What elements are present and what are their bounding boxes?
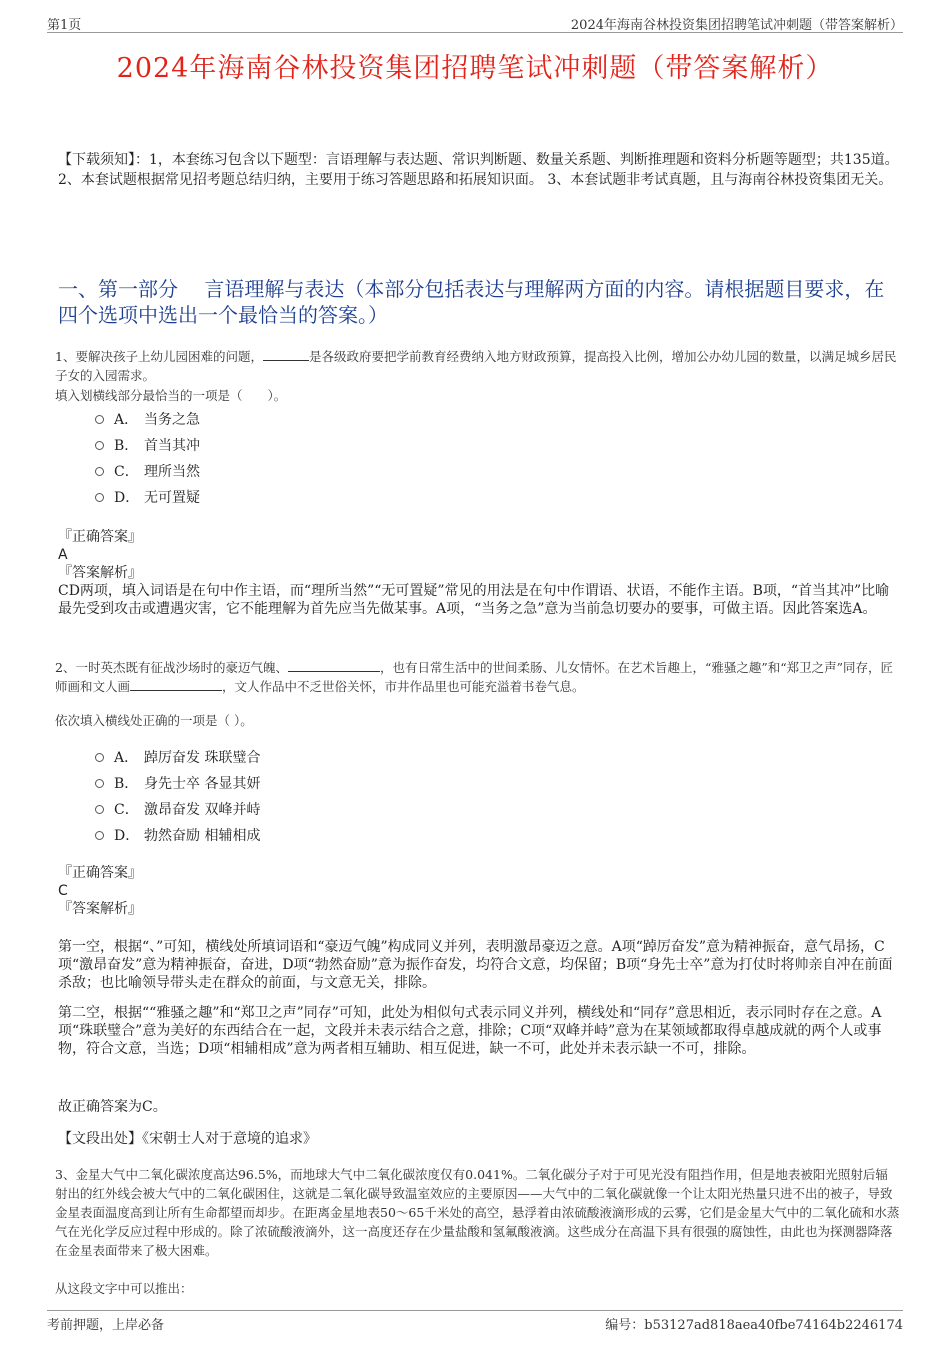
q2-analysis-conclusion: 故正确答案为C。	[58, 1099, 167, 1115]
question-2-options	[95, 744, 260, 848]
answer-label: 『正确答案』	[58, 529, 142, 545]
radio-icon[interactable]	[95, 805, 104, 814]
q1-stem-a: 1、要解决孩子上幼儿园困难的问题，	[55, 349, 263, 364]
q2-option-d[interactable]	[95, 822, 260, 848]
question-1-stem	[55, 347, 900, 385]
radio-icon[interactable]	[95, 415, 104, 424]
header-doc-title: 2024年海南谷林投资集团招聘笔试冲刺题（带答案解析）	[570, 18, 903, 33]
radio-icon[interactable]	[95, 467, 104, 476]
answer-label: 『正确答案』	[58, 865, 142, 881]
radio-icon[interactable]	[95, 493, 104, 502]
question-3-prompt: 从这段文字中可以推出：	[55, 1281, 193, 1296]
option-letter: A．	[114, 412, 139, 428]
radio-icon[interactable]	[95, 779, 104, 788]
analysis-label: 『答案解析』	[58, 901, 142, 917]
q1-blank	[263, 348, 309, 361]
q1-option-d[interactable]	[95, 484, 200, 510]
option-letter: B．	[114, 438, 139, 454]
analysis-text: CD两项，填入词语是在句中作主语，而“理所当然”“无可置疑”常见的用法是在句中作谓语、状语，不能作主语。B项，“首当其冲”比喻最先受到攻击或遭遇灾害，它不能理解为首先应当先做某事。A项，“当务之急”意为当前急切要办的要事，可做主语。因此答案选A。	[58, 583, 890, 617]
option-text: 身先士卒 各显其妍	[144, 776, 261, 792]
footer-slogan: 考前押题，上岸必备	[47, 1318, 165, 1333]
option-letter: B．	[114, 776, 139, 792]
question-2-prompt: 依次填入横线处正确的一项是（ ）。	[55, 713, 253, 728]
analysis-label: 『答案解析』	[58, 565, 142, 581]
footer-doc-id: 编号：b53127ad818aea40fbe74164b2246174	[605, 1318, 903, 1333]
question-1-options	[95, 406, 200, 510]
option-letter: C．	[114, 464, 139, 480]
q2-option-a[interactable]	[95, 744, 260, 770]
page-title: 2024年海南谷林投资集团招聘笔试冲刺题（带答案解析）	[116, 53, 834, 84]
q1-stem-b: 是各级政府要把学前教育经费纳入地方财政预算，提高投入比例，增加公办幼儿园的数量，以满足城乡居民子女的入园需求。	[55, 349, 897, 383]
question-3-stem: 3、金星大气中二氧化碳浓度高达96.5%，而地球大气中二氧化碳浓度仅有0.041%。二氧化碳分子对于可见光没有阻挡作用，但是地表被阳光照射后辐射出的红外线会被大气中的二氧化碳困住，这就是二氧化碳导致温室效应的主要原因——大气中的二氧化碳就像一个让太阳光热量只进不出的被子，导致金星表面温度高到让所有生命都望而却步。在距离金星地表50～65千米处的高空，悬浮着由浓硫酸液滴形成的云雾，它们是金星大气中的二氧化硫和水蒸气在光化学反应过程中形成的。除了浓硫酸液滴外，这一高度还存在少量盐酸和氢氟酸液滴。这些成分在高温下具有很强的腐蚀性，由此也为探测器降落在金星表面带来了极大困难。	[55, 1167, 900, 1258]
question-1-answer	[58, 528, 900, 618]
q2-blank-1	[288, 659, 380, 672]
option-text: 理所当然	[144, 464, 200, 480]
option-text: 首当其冲	[144, 438, 200, 454]
option-text: 无可置疑	[144, 490, 200, 506]
option-letter: A．	[114, 750, 139, 766]
answer-value: C	[58, 883, 68, 899]
option-letter: D．	[114, 828, 140, 844]
q2-blank-2	[130, 678, 222, 691]
option-letter: D．	[114, 490, 140, 506]
header-divider	[47, 32, 903, 33]
radio-icon[interactable]	[95, 831, 104, 840]
option-text: 当务之急	[144, 412, 200, 428]
radio-icon[interactable]	[95, 441, 104, 450]
q1-option-c[interactable]	[95, 458, 200, 484]
q1-option-a[interactable]	[95, 406, 200, 432]
option-text: 勃然奋励 相辅相成	[144, 828, 261, 844]
answer-value: A	[58, 547, 68, 563]
q2-stem-c: ，文人作品中不乏世俗关怀，市井作品里也可能充溢着书卷气息。	[222, 679, 585, 694]
q2-analysis-paragraph-2: 第二空，根据““雅骚之趣”和“郑卫之声”同存”可知，此处为相似句式表示同义并列，横线处和“同存”意思相近，表示同时存在之意。A项“珠联璧合”意为美好的东西结合在一起，文段并未表示结合之意，排除；C项“双峰并峙”意为在某领域都取得卓越成就的两个人或事物，符合文意，当选；D项“相辅相成”意为两者相互辅助、相互促进，缺一不可，此处并未表示缺一不可，排除。	[58, 1005, 882, 1057]
footer-divider	[47, 1310, 903, 1311]
download-notice: 【下载须知】：1，本套练习包含以下题型：言语理解与表达题、常识判断题、数量关系题、判断推理题和资料分析题等题型；共135道。 2、本套试题根据常见招考题总结归纳，主要用于练习答题思路和拓展知识面。 3、本套试题非考试真题，且与海南谷林投资集团无关。	[58, 152, 899, 188]
q1-option-b[interactable]	[95, 432, 200, 458]
q2-stem-b: ，也有日常生活中的世间柔肠、儿女情怀。在艺术旨趣上，“雅骚之趣”和“郑卫之声”同存，匠师画和文人画	[55, 660, 894, 694]
radio-icon[interactable]	[95, 753, 104, 762]
page-number: 第1页	[47, 18, 82, 33]
q2-option-c[interactable]	[95, 796, 260, 822]
option-text: 踔厉奋发 珠联璧合	[144, 750, 261, 766]
q2-option-b[interactable]	[95, 770, 260, 796]
q2-stem-a: 2、一时英杰既有征战沙场时的豪迈气魄、	[55, 660, 288, 675]
q2-source: 【文段出处】《宋朝士人对于意境的追求》	[58, 1131, 317, 1147]
section-heading: 一、第一部分 言语理解与表达（本部分包括表达与理解两方面的内容。请根据题目要求，在四个选项中选出一个最恰当的答案。）	[58, 277, 885, 327]
question-2-answer	[58, 864, 900, 918]
option-letter: C．	[114, 802, 139, 818]
option-text: 激昂奋发 双峰并峙	[144, 802, 261, 818]
question-2-stem	[55, 658, 900, 696]
question-1-prompt: 填入划横线部分最恰当的一项是（ ）。	[55, 388, 287, 403]
q2-analysis-paragraph-1: 第一空，根据“、”可知，横线处所填词语和“豪迈气魄”构成同义并列，表明激昂豪迈之意。A项“踔厉奋发”意为精神振奋，意气昂扬，C项“激昂奋发”意为精神振奋，奋进，D项“勃然奋励”意为振作奋发，均符合文意，均保留；B项“身先士卒”意为打仗时将帅亲自冲在前面杀敌；也比喻领导带头走在群众的前面，与文意无关，排除。	[58, 939, 893, 991]
